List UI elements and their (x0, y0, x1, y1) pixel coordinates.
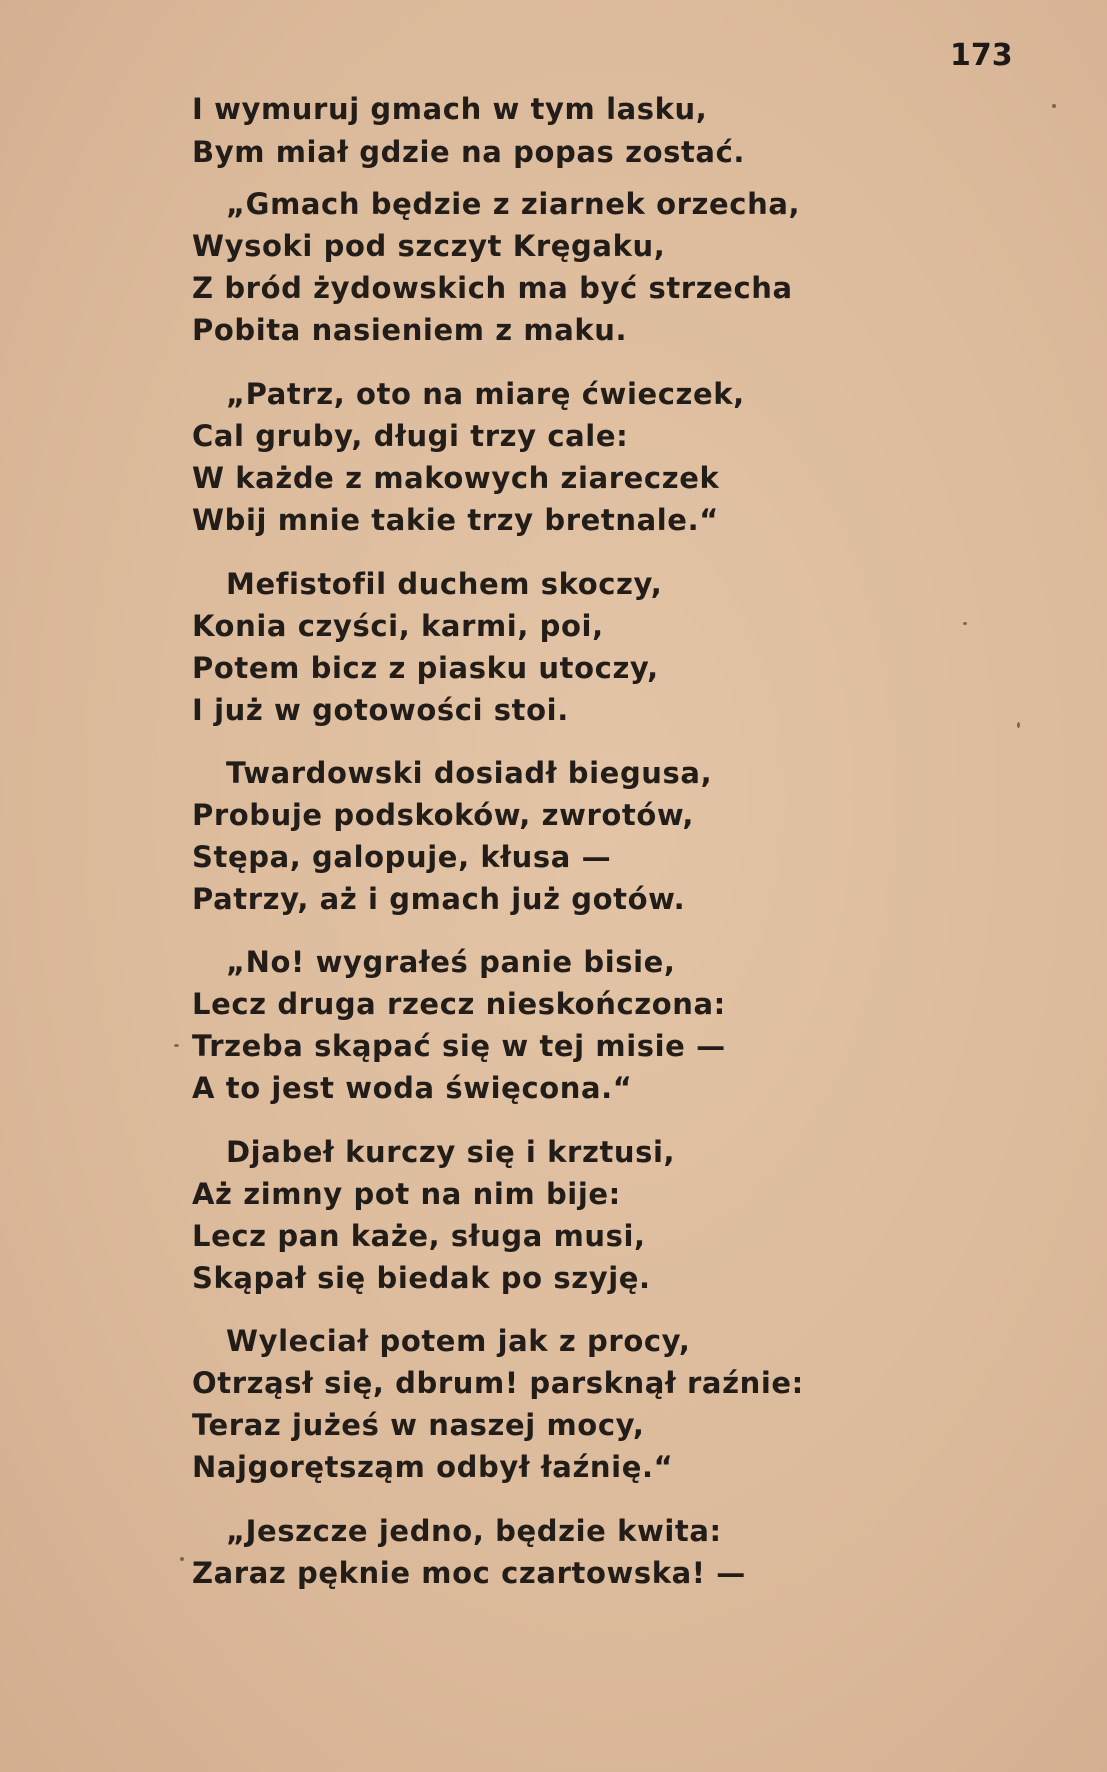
poem-line: „Jeszcze jedno, będzie kwita: (226, 1514, 722, 1548)
poem-line: Wysoki pod szczyt Kręgaku, (192, 229, 666, 263)
poem-line: Wyleciał potem jak z procy, (226, 1324, 691, 1358)
poem-line: Bym miał gdzie na popas zostać. (192, 135, 745, 169)
poem-line: Cal gruby, długi trzy cale: (192, 419, 629, 453)
poem-line: „Patrz, oto na miarę ćwieczek, (226, 377, 745, 411)
paper-speck (180, 1557, 184, 1561)
poem-line: Patrzy, aż i gmach już gotów. (192, 882, 686, 916)
poem-line: Teraz jużeś w naszej mocy, (192, 1408, 645, 1442)
poem-line: Otrząsł się, dbrum! parsknął raźnie: (192, 1366, 804, 1400)
poem-line: W każde z makowych ziareczek (192, 461, 720, 495)
poem-line: Lecz pan każe, sługa musi, (192, 1219, 646, 1253)
poem-line: Konia czyści, karmi, poi, (192, 609, 604, 643)
poem-line: I już w gotowości stoi. (192, 693, 569, 727)
poem-line: Zaraz pęknie moc czartowska! — (192, 1556, 746, 1590)
poem-line: „Gmach będzie z ziarnek orzecha, (226, 187, 801, 221)
poem-line: Pobita nasieniem z maku. (192, 313, 628, 347)
poem-line: Trzeba skąpać się w tej misie — (192, 1029, 726, 1063)
poem-line: Mefistofil duchem skoczy, (226, 567, 663, 601)
poem-line: A to jest woda święcona.“ (192, 1071, 633, 1105)
poem-line: Twardowski dosiadł biegusa, (226, 756, 713, 790)
poem-line: Najgorętsząm odbył łaźnię.“ (192, 1450, 674, 1484)
paper-speck (174, 1044, 179, 1047)
poem-line: Lecz druga rzecz nieskończona: (192, 987, 726, 1021)
poem-line: Potem bicz z piasku utoczy, (192, 651, 659, 685)
poem-line: Probuje podskoków, zwrotów, (192, 798, 695, 832)
paper-speck (1017, 722, 1020, 728)
poem-line: „No! wygrałeś panie bisie, (226, 945, 676, 979)
page-number: 173 (950, 38, 1013, 73)
poem-line: Djabeł kurczy się i krztusi, (226, 1135, 676, 1169)
poem-line: I wymuruj gmach w tym lasku, (192, 92, 708, 126)
paper-speck (1052, 104, 1056, 108)
poem-line: Stępa, galopuje, kłusa — (192, 840, 612, 874)
paper-speck (963, 622, 967, 625)
poem-line: Wbij mnie takie trzy bretnale.“ (192, 503, 719, 537)
poem-line: Z bród żydowskich ma być strzecha (192, 271, 793, 305)
poem-line: Skąpał się biedak po szyję. (192, 1261, 651, 1295)
poem-line: Aż zimny pot na nim bije: (192, 1177, 621, 1211)
